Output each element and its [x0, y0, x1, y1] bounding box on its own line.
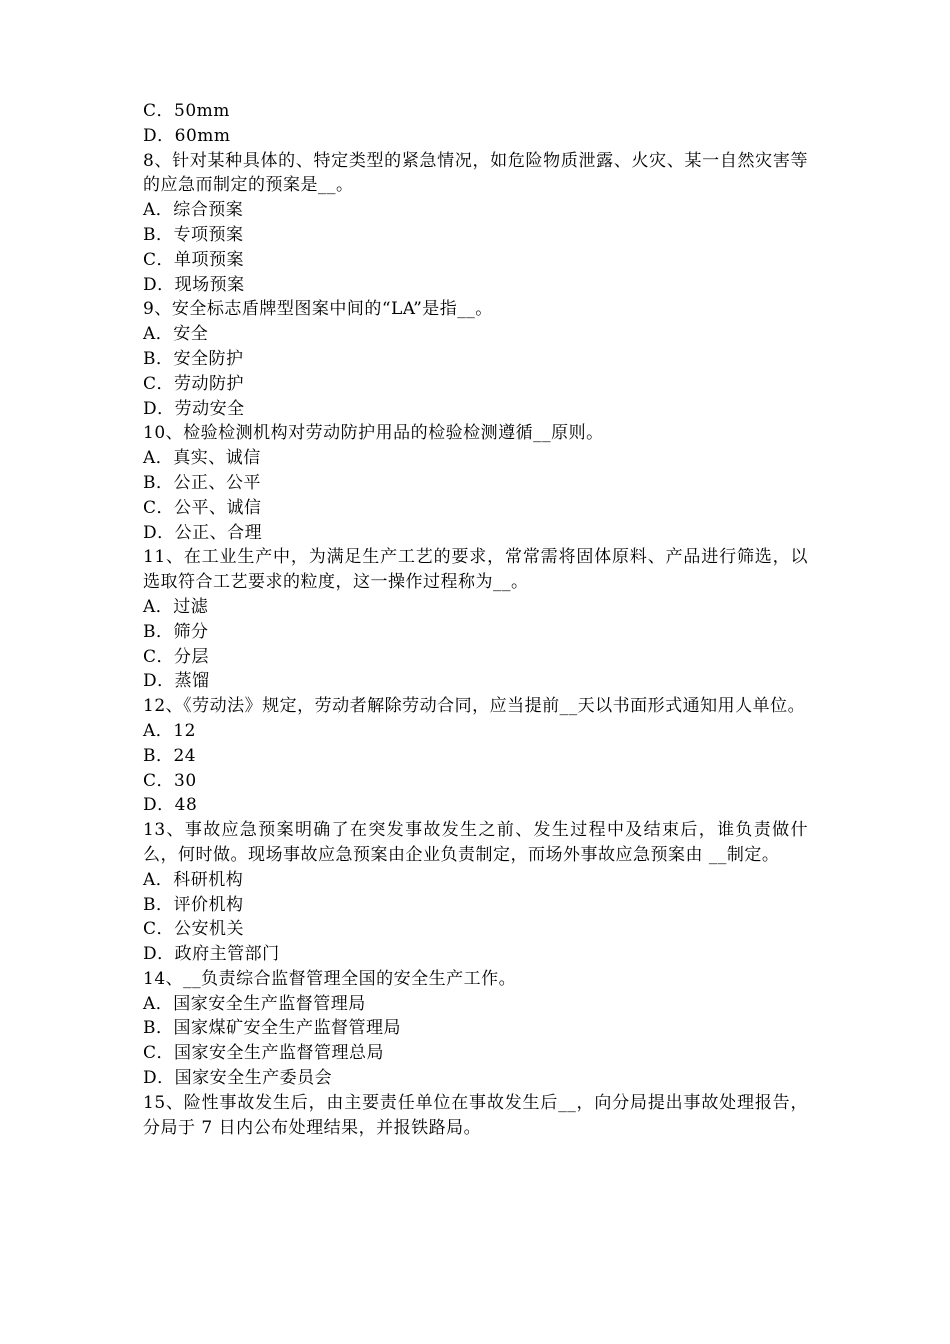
option-d-q8: D．现场预案 — [143, 274, 245, 295]
option-c-q14: C．国家安全生产监督管理总局 — [143, 1043, 385, 1064]
option-b-q13: B．评价机构 — [143, 894, 244, 915]
option-a-q9: A．安全 — [143, 324, 209, 345]
question-11: 11、在工业生产中，为满足生产工艺的要求，常常需将固体原料、产品进行筛选，以选取符合工艺要求的粒度，这一操作过程称为__。 — [143, 547, 808, 593]
option-b-q9: B．安全防护 — [143, 348, 244, 369]
option-c-q11: C．分层 — [143, 646, 210, 667]
option-a-q13: A．科研机构 — [143, 869, 244, 890]
question-8: 8、针对某种具体的、特定类型的紧急情况，如危险物质泄露、火灾、某一自然灾害等的应急而制定的预案是__。 — [143, 150, 808, 196]
question-10: 10、检验检测机构对劳动防护用品的检验检测遵循__原则。 — [143, 423, 604, 444]
question-12: 12、《劳动法》规定，劳动者解除劳动合同，应当提前__天以书面形式通知用人单位。 — [143, 696, 806, 717]
option-b-q14: B．国家煤矿安全生产监督管理局 — [143, 1018, 401, 1039]
option-a-q10: A．真实、诚信 — [143, 448, 261, 469]
option-d-q10: D．公正、合理 — [143, 522, 263, 543]
option-b-q11: B．筛分 — [143, 621, 209, 642]
option-c-q9: C．劳动防护 — [143, 373, 245, 394]
option-b-q12: B．24 — [143, 745, 197, 766]
option-c-q12: C．30 — [143, 770, 197, 791]
option-a-q8: A．综合预案 — [143, 200, 244, 221]
option-c-q13: C．公安机关 — [143, 919, 245, 940]
option-a-q14: A．国家安全生产监督管理局 — [143, 993, 366, 1014]
option-d-q11: D．蒸馏 — [143, 671, 210, 692]
option-d-q13: D．政府主管部门 — [143, 944, 280, 965]
option-c-q10: C．公平、诚信 — [143, 497, 262, 518]
option-d-q7: D．60mm — [143, 125, 231, 146]
option-c-q8: C．单项预案 — [143, 249, 245, 270]
option-b-q10: B．公正、公平 — [143, 472, 261, 493]
option-d-q14: D．国家安全生产委员会 — [143, 1068, 333, 1089]
option-b-q8: B．专项预案 — [143, 224, 244, 245]
option-c-q7: C．50mm — [143, 101, 230, 121]
document-page — [143, 99, 808, 1140]
option-a-q12: A．12 — [143, 720, 196, 741]
option-d-q9: D．劳动安全 — [143, 398, 245, 419]
option-a-q11: A．过滤 — [143, 596, 209, 617]
question-13: 13、事故应急预案明确了在突发事故发生之前、发生过程中及结束后，谁负责做什么，何时做。现场事故应急预案由企业负责制定，而场外事故应急预案由 __制定。 — [143, 820, 808, 865]
question-9: 9、安全标志盾牌型图案中间的“LA”是指__。 — [143, 299, 493, 320]
question-14: 14、__负责综合监督管理全国的安全生产工作。 — [143, 968, 517, 989]
question-15: 15、险性事故发生后，由主要责任单位在事故发生后__，向分局提出事故处理报告，分局于 7 日内公布处理结果，并报铁路局。 — [143, 1092, 808, 1138]
option-d-q12: D．48 — [143, 795, 198, 816]
